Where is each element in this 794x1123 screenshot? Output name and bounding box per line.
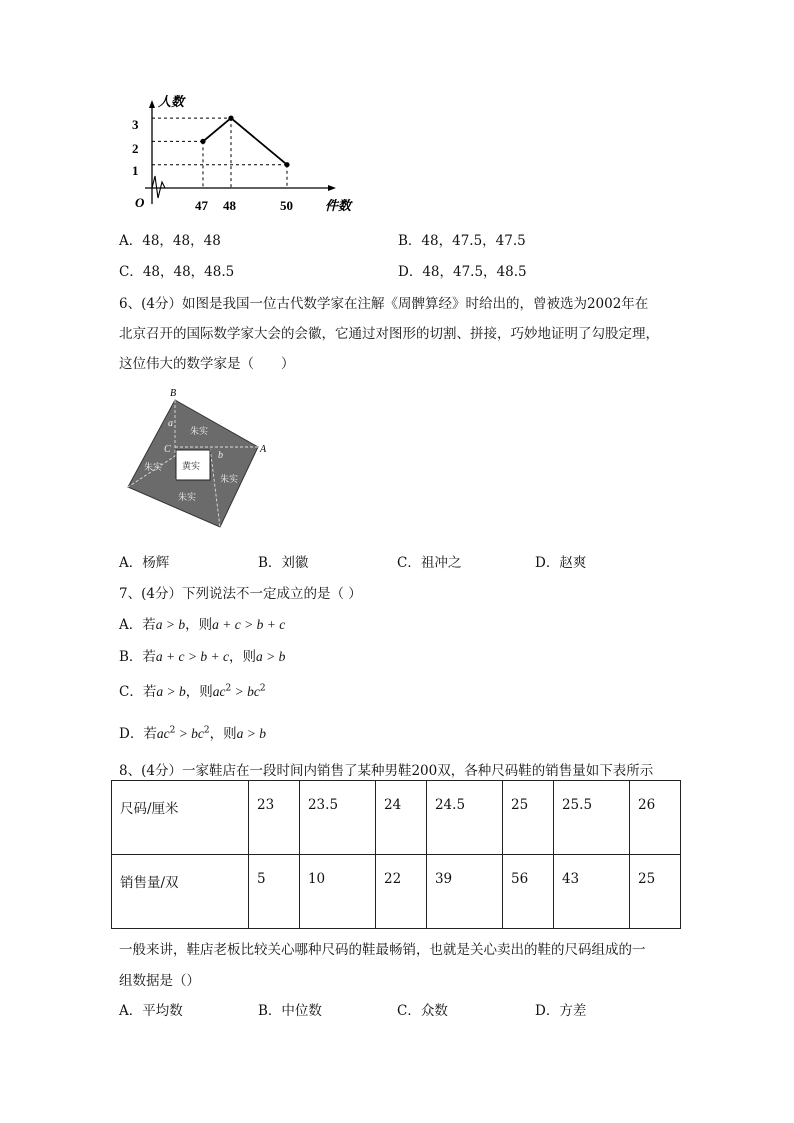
- table-cell: 10: [299, 855, 375, 929]
- axis-break-mark: [152, 176, 165, 198]
- q8-text-line1: 一般来讲，鞋店老板比较关心哪种尺码的鞋最畅销，也就是关心卖出的鞋的尺码组成的一: [119, 942, 646, 958]
- x-tick-48: 48: [223, 198, 236, 213]
- q8-option-c[interactable]: C．众数: [397, 1003, 448, 1019]
- table-row: [112, 855, 681, 929]
- q6-stem-line3: 这位伟大的数学家是（ ）: [119, 356, 295, 372]
- data-point-50: [284, 162, 289, 167]
- table-cell: 23: [249, 781, 300, 855]
- table-cell: 39: [426, 855, 502, 929]
- label-zhu-top: 朱实: [190, 427, 209, 437]
- q7-option-b[interactable]: B．若a + c > b + c，则a > b: [119, 649, 286, 665]
- label-c: c: [220, 416, 225, 427]
- q7-stem: 7、(4分）下列说法不一定成立的是（ ）: [119, 586, 362, 602]
- table-cell: 销售量/双: [112, 855, 249, 929]
- table-cell: 25: [503, 781, 554, 855]
- q5-option-b[interactable]: B．48，47.5，47.5: [398, 233, 526, 249]
- x-tick-47: 47: [195, 198, 208, 213]
- label-C: C: [164, 444, 171, 455]
- label-huang: 黄实: [182, 462, 201, 472]
- q6-option-a[interactable]: A．杨辉: [119, 555, 170, 571]
- table-cell: 25: [630, 855, 681, 929]
- q8-option-d[interactable]: D．方差: [535, 1003, 587, 1019]
- x-axis-arrow: [328, 185, 336, 191]
- shoe-sales-table: [111, 780, 681, 929]
- label-A: A: [260, 444, 267, 455]
- q8-option-a[interactable]: A．平均数: [119, 1003, 183, 1019]
- q6-stem-line2: 北京召开的国际数学家大会的会徽，它通过对图形的切割、拼接，巧妙地证明了勾股定理，: [119, 326, 659, 342]
- table-cell: 尺码/厘米: [112, 781, 249, 855]
- q7-option-c[interactable]: C．若a > b，则$ac^2 > bc^2$: [119, 683, 266, 700]
- q8-option-b[interactable]: B．中位数: [258, 1003, 322, 1019]
- table-cell: 24.5: [426, 781, 502, 855]
- table-cell: 23.5: [299, 781, 375, 855]
- table-cell: 24: [376, 781, 427, 855]
- table-cell: 26: [630, 781, 681, 855]
- table-cell: 25.5: [553, 781, 629, 855]
- y-axis-arrow: [149, 100, 155, 108]
- label-zhu-bottom: 朱实: [178, 493, 197, 503]
- series-line: [203, 118, 287, 165]
- data-point-48: [228, 116, 233, 121]
- q5-option-c[interactable]: C．48，48，48.5: [119, 264, 235, 280]
- q5-line-chart: [125, 92, 365, 218]
- q5-option-a[interactable]: A．48，48，48: [119, 233, 221, 249]
- q5-option-d[interactable]: D．48，47.5，48.5: [398, 264, 527, 280]
- label-a: a: [168, 418, 173, 429]
- q7-option-a[interactable]: A．若a > b，则a + c > b + c: [119, 617, 286, 633]
- origin-label: O: [135, 195, 145, 210]
- q6-stem-line1: 6、(4分）如图是我国一位古代数学家在注解《周髀算经》时给出的，曾被选为2002年在: [119, 296, 649, 312]
- label-zhu-left: 朱实: [144, 463, 163, 473]
- label-b: b: [218, 450, 223, 461]
- x-axis-label: 件数: [325, 199, 352, 214]
- q7-option-d[interactable]: D．若$ac^2 > bc^2$，则a > b: [119, 725, 267, 742]
- table-cell: 5: [249, 855, 300, 929]
- data-series: [200, 116, 289, 168]
- table-cell: 56: [503, 855, 554, 929]
- q6-option-b[interactable]: B．刘徽: [258, 555, 309, 571]
- zhao-shuang-string-figure: [120, 382, 280, 542]
- table-cell: 43: [553, 855, 629, 929]
- q6-option-d[interactable]: D．赵爽: [535, 555, 587, 571]
- x-tick-50: 50: [280, 198, 293, 213]
- data-point-47: [200, 139, 205, 144]
- y-tick-1: 1: [132, 163, 139, 178]
- y-tick-3: 3: [132, 117, 139, 132]
- q8-text-line2: 组数据是（）: [119, 973, 200, 989]
- label-B: B: [170, 388, 177, 399]
- q6-option-c[interactable]: C．祖冲之: [397, 555, 462, 571]
- y-axis-label: 人数: [158, 95, 185, 110]
- table-row: [112, 781, 681, 855]
- table-cell: 22: [376, 855, 427, 929]
- label-zhu-right: 朱实: [220, 475, 239, 485]
- y-tick-2: 2: [132, 141, 139, 156]
- q8-stem: 8、(4分）一家鞋店在一段时间内销售了某种男鞋200双，各种尺码鞋的销售量如下表所示: [119, 763, 654, 779]
